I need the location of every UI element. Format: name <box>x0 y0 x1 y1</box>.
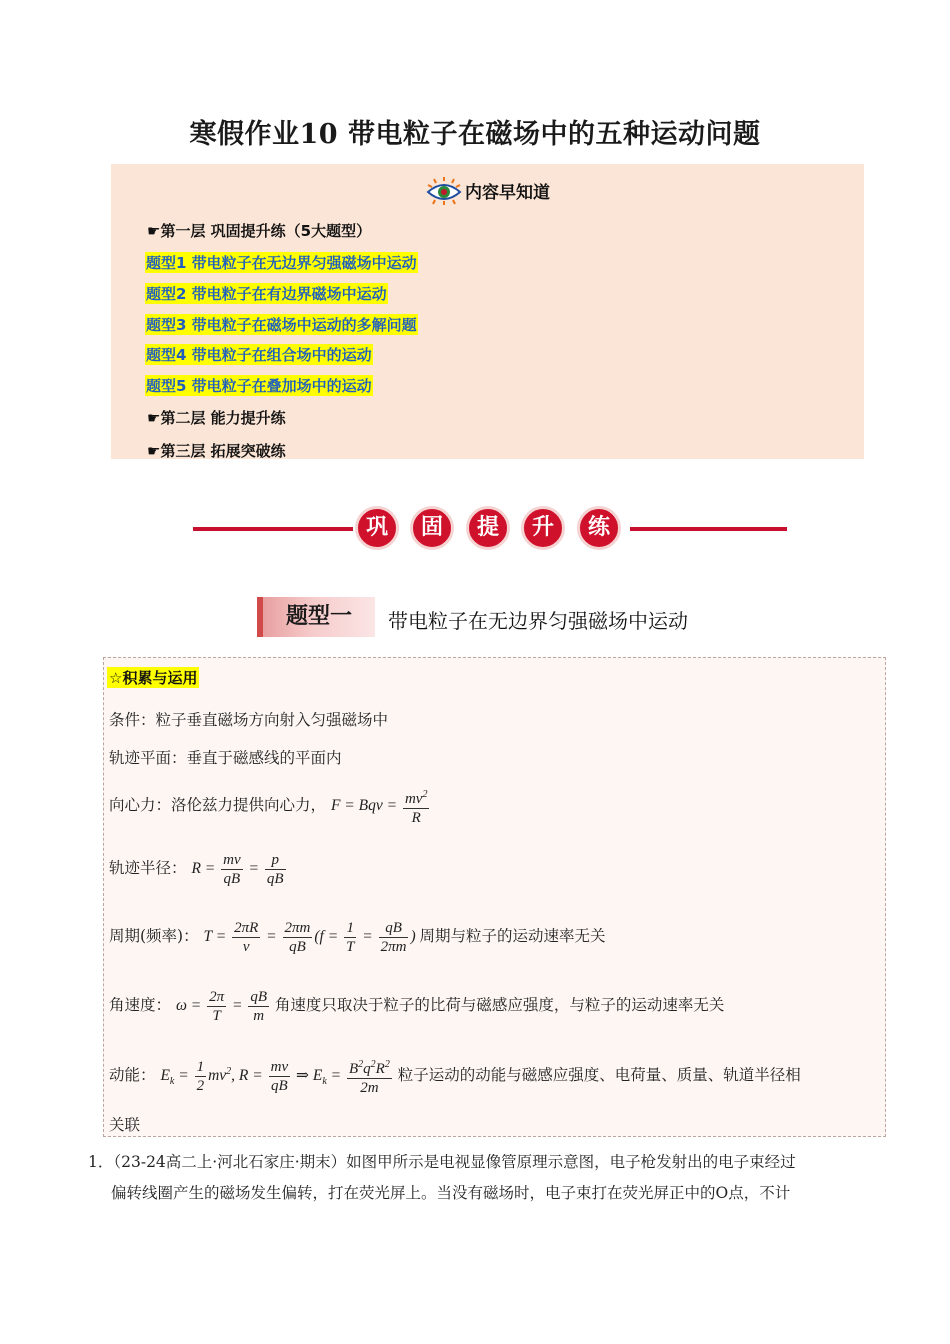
section-title: 带电粒子在无边界匀强磁场中运动 <box>388 609 688 633</box>
omega-note: 角速度只取决于粒子的比荷与磁感应强度，与粒子的运动速率无关 <box>274 996 725 1015</box>
omega-label: 角速度： <box>109 996 172 1015</box>
force-formula: F = Bqv = $\frac{mv^2}{R}$ <box>331 797 432 814</box>
force-line <box>109 786 431 827</box>
eye-icon <box>425 176 463 211</box>
omega-line <box>109 988 724 1025</box>
banner-char-1: 巩 <box>355 506 399 550</box>
radius-formula: R = $\frac{mv}{qB}$ = $\frac{p}{qB}$ <box>191 852 284 887</box>
period-line <box>109 919 606 956</box>
period-formula: T = $\frac{2\pi R}{v}$ = $\frac{2\pi m}{qB}$ (f = $\frac{1}{T}$ = $\frac{qB}{2\pi m}$ ) <box>203 920 420 955</box>
toc-layer2: ☛第二层 能力提升练 <box>147 409 286 427</box>
force-label: 向心力：洛伦兹力提供向心力， <box>109 796 327 815</box>
toc-layer1: ☛第一层 巩固提升练（5大题型） <box>147 222 372 240</box>
toc-layer3: ☛第三层 拓展突破练 <box>147 442 286 460</box>
knowledge-tag: ☆积累与运用 <box>109 669 198 687</box>
banner-char-4: 升 <box>521 506 565 550</box>
toc-item-5[interactable]: 题型5 带电粒子在叠加场中的运动 <box>146 377 372 395</box>
banner-char-2: 固 <box>410 506 454 550</box>
ek-label: 动能： <box>109 1066 156 1085</box>
banner-line-left <box>193 527 353 531</box>
ek-note: 粒子运动的动能与磁感应强度、电荷量、质量、轨道半径相 <box>397 1066 801 1085</box>
question-1-line-1: 1．（23-24高二上·河北石家庄·期末）如图甲所示是电视显像管原理示意图，电子枪发射出的电子束经过 <box>88 1153 796 1171</box>
section-tag: 题型一 <box>257 597 375 637</box>
omega-formula: ω = $\frac{2\pi}{T}$ = $\frac{qB}{m}$ <box>175 989 268 1024</box>
period-label: 周期(频率)： <box>109 927 199 946</box>
toc-item-4[interactable]: 题型4 带电粒子在组合场中的运动 <box>146 346 372 364</box>
period-note: 周期与粒子的运动速率无关 <box>419 927 606 946</box>
page-title: 寒假作业10 带电粒子在磁场中的五种运动问题 <box>189 119 761 150</box>
banner-line-right <box>630 527 787 531</box>
section-banner <box>190 500 790 560</box>
toc-panel <box>111 164 864 459</box>
plane-line: 轨迹平面：垂直于磁感线的平面内 <box>109 749 342 767</box>
ek-formula: $E_k$ = $\frac{1}{2}$ $mv^2$, R = $\frac{mv}{qB}$ ⇒ $E_k$ = $\frac{B^2q^2R^2}{2m}$ <box>160 1067 397 1084</box>
ek-line <box>109 1056 801 1097</box>
toc-heading-text: 内容早知道 <box>465 183 550 203</box>
banner-char-5: 练 <box>577 506 621 550</box>
banner-char-3: 提 <box>466 506 510 550</box>
knowledge-box <box>103 657 886 1137</box>
ek-note-continued: 关联 <box>109 1116 141 1134</box>
question-1-line-2: 偏转线圈产生的磁场发生偏转，打在荧光屏上。当没有磁场时，电子束打在荧光屏正中的O点，不计 <box>111 1184 791 1202</box>
condition-line: 条件：粒子垂直磁场方向射入匀强磁场中 <box>109 711 389 729</box>
toc-heading <box>111 176 864 211</box>
toc-item-3[interactable]: 题型3 带电粒子在磁场中运动的多解问题 <box>146 316 417 334</box>
toc-item-1[interactable]: 题型1 带电粒子在无边界匀强磁场中运动 <box>146 254 417 272</box>
toc-item-2[interactable]: 题型2 带电粒子在有边界磁场中运动 <box>146 285 387 303</box>
radius-line <box>109 851 288 888</box>
radius-label: 轨迹半径： <box>109 859 187 878</box>
